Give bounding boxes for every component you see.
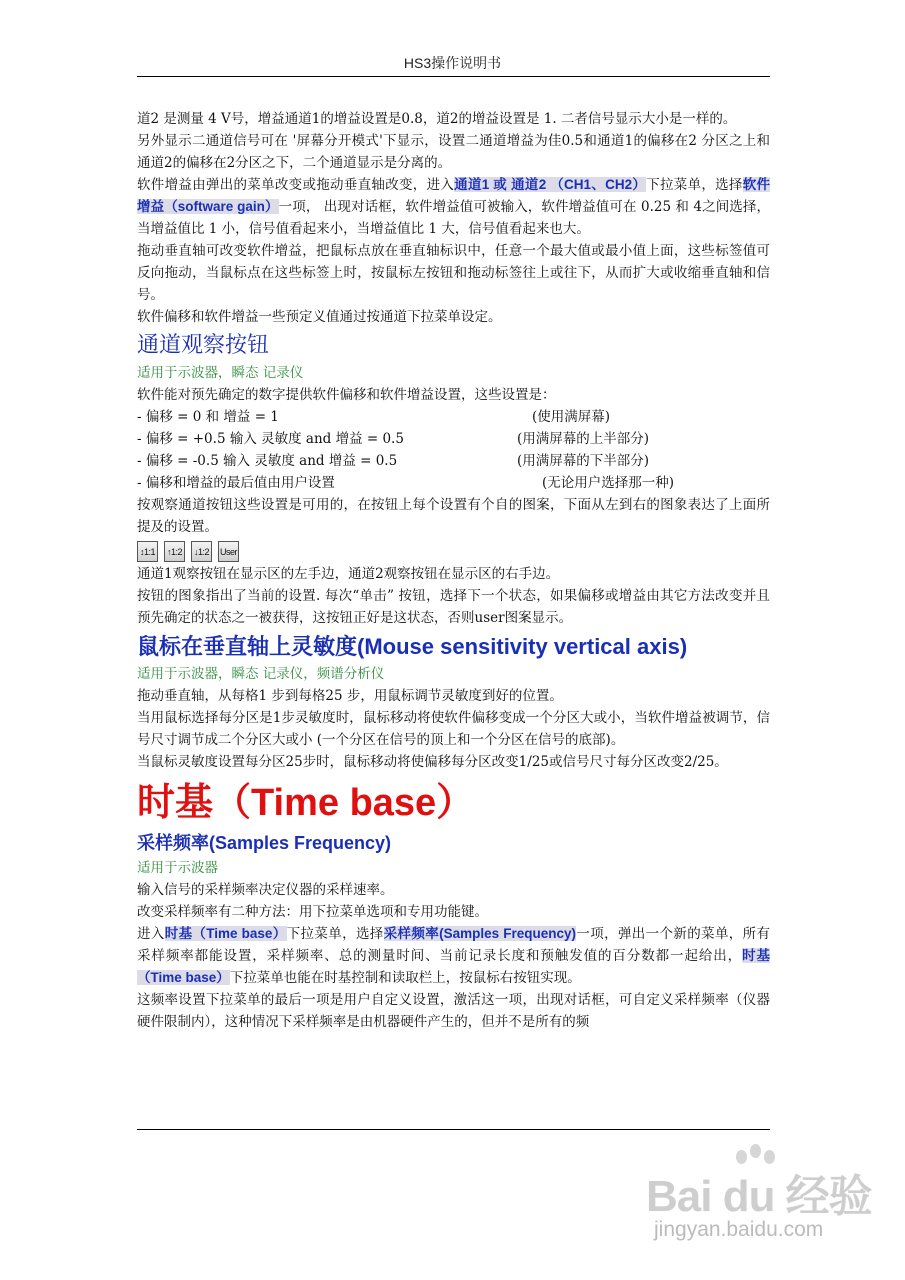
lower-half-view-icon: ↓1:2 <box>191 541 212 562</box>
text-run: 下拉菜单也能在时基控制和读取栏上，按鼠标右按钮实现。 <box>229 970 581 986</box>
section-heading: 通道观察按钮 <box>137 333 270 358</box>
paragraph: 另外显示二通道信号可在 '屏幕分开模式'下显示，设置二通道增益为佳0.5和通道1的偏移在2 分区之上和通道2的偏移在2分区之下，二个通道显示是分离的。 <box>137 133 770 171</box>
text-run: 一项，弹出一个新的菜单，所有采样频率都能设置，采样频率、总的测量时间、当前记录长度和预触发值的百分数都一起给出， <box>137 926 771 964</box>
paragraph: 改变采样频率有二种方法：用下拉菜单选项和专用功能键。 <box>137 904 488 920</box>
page-header-title: HS3操作说明书 <box>403 55 502 71</box>
setting-text: - 偏移和增益的最后值由用户设置 <box>137 475 335 491</box>
setting-text: - 偏移 = -0.5 输入 灵敏度 and 增益 = 0.5 <box>137 453 398 469</box>
setting-note: (无论用户选择那一种) <box>542 475 675 491</box>
watermark-logo: Bai du 经验 <box>646 1172 872 1221</box>
footer-rule <box>137 1129 770 1130</box>
paragraph: 按观察通道按钮这些设置是可用的，在按钮上每个设置有个自的图案，下面从左到右的图象表达了上面所提及的设置。 <box>137 497 770 535</box>
text-run: 下拉菜单，选择 <box>646 177 743 193</box>
user-view-icon: User <box>218 541 239 562</box>
watermark-url: jingyan.baidu.com <box>654 1218 824 1241</box>
subsection-heading: 采样频率(Samples Frequency) <box>137 833 392 853</box>
menu-reference-highlight: 时基（Time base） <box>137 948 771 985</box>
settings-list-item <box>137 428 770 450</box>
setting-note: (用满屏幕的上半部分) <box>517 431 650 447</box>
menu-reference-highlight: 采样频率(Samples Frequency) <box>383 926 577 941</box>
text-run: 软件增益由弹出的菜单改变或拖动垂直轴改变，进入 <box>137 177 455 193</box>
applies-to-note: 适用于示波器，瞬态 记录仪 <box>137 365 304 381</box>
applies-to-note: 适用于示波器 <box>137 860 218 876</box>
text-run: 一项， 出现对话框，软件增益值可被输入，软件增益值可在 0.25 和 4之间选择，当增益值比 1 小，信号值看起来小，当增益值比 1 大，信号值看起来也大。 <box>137 199 770 237</box>
paragraph: 软件能对预先确定的数字提供软件偏移和软件增益设置，这些设置是： <box>137 387 556 403</box>
paragraph: 当用鼠标选择每分区是1步灵敏度时，鼠标移动将使软件偏移变成一个分区大或小，当软件增益被调节，信号尺寸调节成二个分区大或小 (一个分区在信号的顶上和一个分区在信号的底部)。 <box>137 710 770 748</box>
menu-reference-highlight: 通道1 或 通道2 （CH1、CH2） <box>454 177 647 192</box>
paragraph: 按钮的图象指出了当前的设置. 每次“单击” 按钮，选择下一个状态，如果偏移或增益由其它方法改变并且预先确定的状态之一被获得，这按钮正好是这状态，否则user图案显示。 <box>137 588 770 626</box>
text-run: 进入 <box>137 926 165 942</box>
applies-to-note: 适用于示波器，瞬态 记录仪，频谱分析仪 <box>137 666 385 682</box>
text-run: 下拉菜单，选择 <box>286 926 384 942</box>
paragraph: 拖动垂直轴可改变软件增益，把鼠标点放在垂直轴标识中，任意一个最大值或最小值上面，这些标签值可反向拖动，当鼠标点在这些标签上时，按鼠标左按钮和拖动标签往上或往下，从而扩大或收缩垂直轴和信号。 <box>137 243 770 303</box>
settings-list-item <box>137 450 770 472</box>
header-rule <box>137 76 770 77</box>
setting-note: (使用满屏幕) <box>532 409 611 425</box>
upper-half-view-icon: ↑1:2 <box>164 541 185 562</box>
document-body <box>137 108 770 1033</box>
channel-view-buttons <box>137 540 770 562</box>
paragraph <box>137 923 770 989</box>
menu-reference-highlight: 软件增益（software gain） <box>137 177 771 214</box>
setting-note: (用满屏幕的下半部分) <box>517 453 650 469</box>
paw-icon <box>750 1144 761 1158</box>
paragraph: 通道1观察按钮在显示区的左手边，通道2观察按钮在显示区的右手边。 <box>137 566 560 582</box>
paragraph: 输入信号的采样频率决定仪器的采样速率。 <box>137 882 394 898</box>
menu-reference-highlight: 时基（Time base） <box>164 926 287 941</box>
paragraph: 这频率设置下拉菜单的最后一项是用户自定义设置，激活这一项，出现对话框，可自定义采样频率（仪器硬件限制内），这种情况下采样频率是由机器硬件产生的，但并不是所有的频 <box>137 992 770 1030</box>
settings-list-item <box>137 472 770 494</box>
setting-text: - 偏移 = +0.5 输入 灵敏度 and 增益 = 0.5 <box>137 431 404 447</box>
paragraph: 软件偏移和软件增益一些预定义值通过按通道下拉菜单设定。 <box>137 309 502 325</box>
baidu-jingyan-watermark <box>640 1150 880 1260</box>
section-heading: 鼠标在垂直轴上灵敏度(Mouse sensitivity vertical axis) <box>137 634 688 659</box>
setting-text: - 偏移 = 0 和 增益 = 1 <box>137 409 279 425</box>
paragraph: 道2 是测量 4 V号，增益通道1的增益设置是0.8，道2的增益设置是 1. 二者信号显示大小是一样的。 <box>137 111 737 127</box>
settings-list-item <box>137 406 770 428</box>
full-screen-view-icon: ↕1:1 <box>137 541 158 562</box>
paragraph <box>137 174 770 240</box>
paragraph: 拖动垂直轴，从每格1 步到每格25 步，用鼠标调节灵敏度到好的位置。 <box>137 688 563 704</box>
chapter-heading: 时基（Time base） <box>137 782 475 824</box>
paragraph: 当鼠标灵敏度设置每分区25步时，鼠标移动将使偏移每分区改变1/25或信号尺寸每分区改变2/25。 <box>137 754 728 770</box>
